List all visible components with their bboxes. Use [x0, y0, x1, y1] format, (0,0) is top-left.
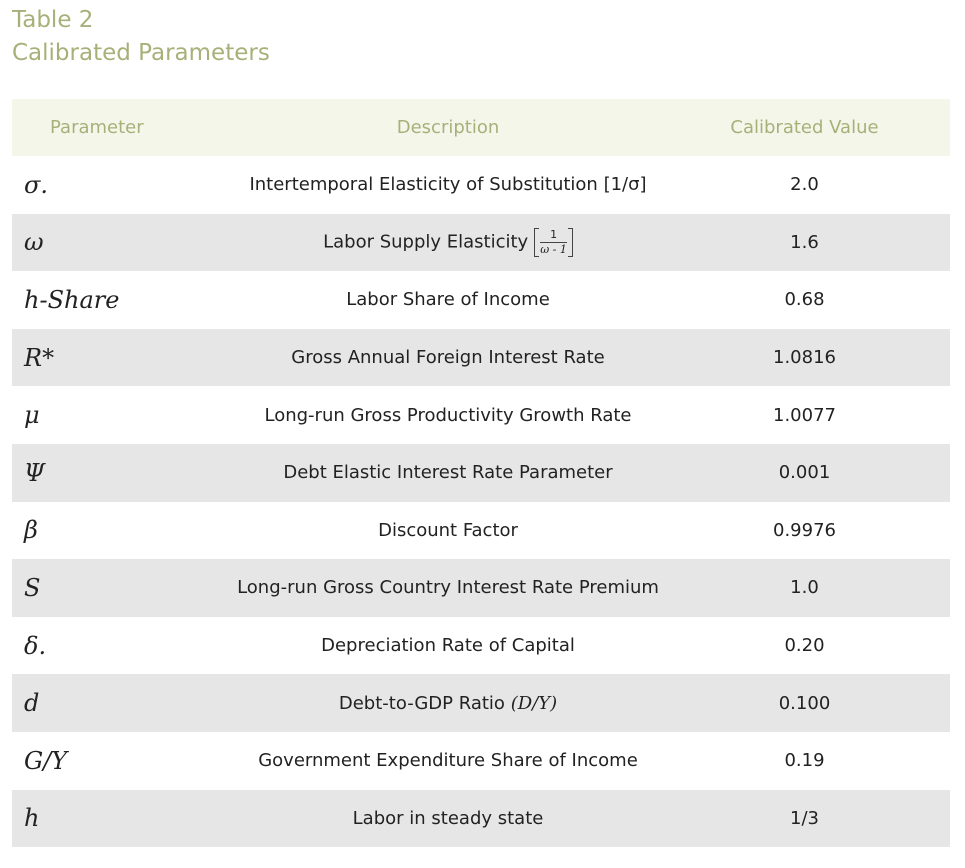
parameter-symbol: S	[24, 573, 41, 602]
parameter-description	[237, 693, 659, 714]
parameter-symbol: G/Y	[24, 746, 68, 775]
parameter-description: Gross Annual Foreign Interest Rate	[291, 347, 605, 369]
table-header-row	[12, 99, 950, 156]
parameter-description: Discount Factor	[378, 519, 518, 541]
fraction-numerator: 1	[540, 228, 567, 243]
elasticity-fraction	[534, 228, 573, 257]
parameter-description: Depreciation Rate of Capital	[321, 635, 575, 657]
calibrated-value: 0.19	[784, 750, 825, 772]
parameter-description: Long-run Gross Productivity Growth Rate	[264, 404, 632, 426]
calibrated-value: 0.68	[784, 289, 825, 311]
fraction-denominator: ω - 1	[540, 242, 567, 256]
table-row	[12, 329, 950, 387]
calibrated-value: 1.6	[790, 231, 819, 253]
calibrated-value: 0.20	[784, 635, 825, 657]
description-text: Debt-to-GDP Ratio	[338, 692, 505, 714]
parameter-description: Intertemporal Elasticity of Substitution [1/σ]	[249, 174, 647, 196]
header-value: Calibrated Value	[730, 117, 879, 138]
parameter-symbol: h	[24, 804, 40, 833]
calibrated-value: 0.001	[778, 462, 831, 484]
calibrated-value: 1.0077	[773, 404, 836, 426]
parameter-description	[237, 228, 659, 257]
parameter-symbol: β	[24, 516, 38, 545]
parameter-description: Debt Elastic Interest Rate Parameter	[283, 462, 613, 484]
calibrated-value: 1/3	[790, 807, 819, 829]
calibrated-value: 0.100	[778, 692, 831, 714]
header-parameter: Parameter	[50, 117, 144, 138]
parameter-symbol: h-Share	[24, 285, 120, 314]
parameters-table	[12, 99, 950, 847]
parameter-description: Government Expenditure Share of Income	[258, 750, 638, 772]
table-row	[12, 732, 950, 790]
calibrated-value: 1.0	[790, 577, 819, 599]
parameter-description: Labor Share of Income	[346, 289, 550, 311]
parameter-symbol: ω	[24, 228, 44, 257]
table-row	[12, 502, 950, 560]
parameter-symbol: μ	[24, 401, 40, 430]
table-title	[12, 4, 270, 70]
parameter-description: Labor in steady state	[352, 807, 544, 829]
table-row	[12, 214, 950, 272]
table-row	[12, 617, 950, 675]
parameter-symbol: d	[24, 689, 40, 718]
calibrated-value: 1.0816	[773, 347, 836, 369]
description-text: Labor Supply Elasticity	[323, 231, 529, 253]
calibrated-value: 0.9976	[773, 519, 836, 541]
parameter-symbol: Ψ	[24, 458, 46, 487]
table-row	[12, 386, 950, 444]
table-row	[12, 790, 950, 848]
parameter-symbol: δ.	[24, 631, 47, 660]
header-description: Description	[396, 117, 500, 138]
parameter-description: Long-run Gross Country Interest Rate Premium	[237, 577, 659, 599]
table-row	[12, 156, 950, 214]
parameter-symbol: σ.	[24, 170, 49, 199]
calibrated-value: 2.0	[790, 174, 819, 196]
parameter-symbol: R*	[24, 343, 55, 372]
table-row	[12, 444, 950, 502]
table-row	[12, 674, 950, 732]
table-number: Table 2	[12, 7, 94, 33]
table-row	[12, 559, 950, 617]
table-caption: Calibrated Parameters	[12, 40, 270, 66]
table-row	[12, 271, 950, 329]
description-ratio: (D/Y)	[510, 692, 558, 714]
